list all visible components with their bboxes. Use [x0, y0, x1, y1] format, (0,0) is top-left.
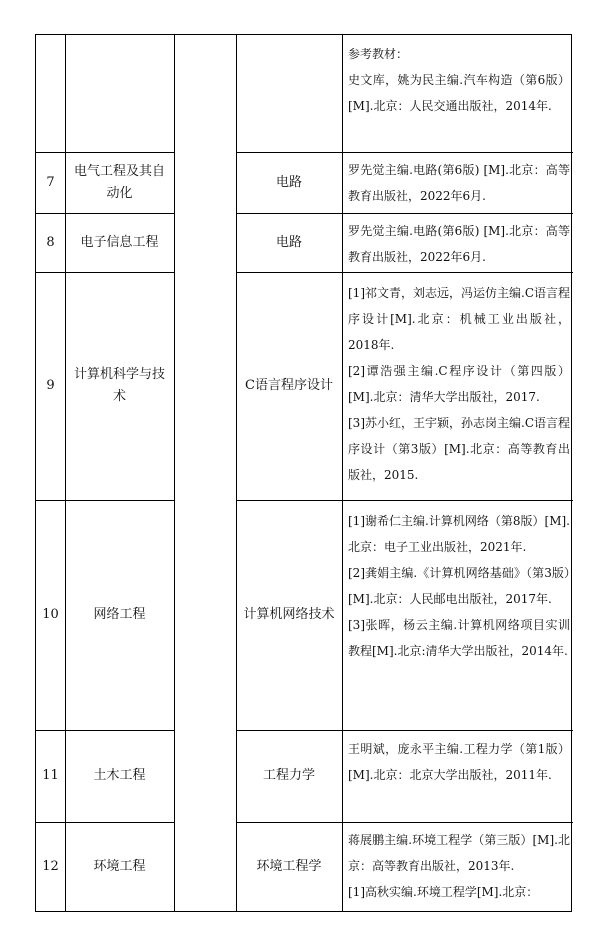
reference-item: 罗先觉主编.电路(第6版) [M].北京：高等教育出版社，2022年6月.	[348, 224, 570, 264]
row-number: 9	[46, 378, 55, 393]
row-number: 8	[46, 234, 55, 250]
course-name	[236, 35, 342, 152]
reference-list	[342, 216, 573, 272]
row-number: 10	[42, 607, 59, 622]
reference-list	[342, 278, 573, 500]
reference-list	[342, 825, 573, 911]
row-number: 12	[42, 858, 59, 874]
reference-item: [1]祁文青，刘志远，冯运仿主编.C语言程序设计[M].北京：机械工业出版社，2018年.	[348, 286, 570, 352]
major-name: 电气工程及其自动化	[73, 163, 165, 201]
reference-item: 史文库，姚为民主编.汽车构造（第6版）[M].北京：人民交通出版社，2014年.	[348, 73, 570, 113]
reference-item: [3]张晖，杨云主编.计算机网络项目实训教程[M].北京:清华大学出版社，2014年.	[348, 618, 570, 658]
reference-item: 参考教材：	[348, 47, 409, 61]
reference-item: 王明斌，庞永平主编.工程力学（第1版）[M].北京：北京大学出版社，2011年.	[348, 742, 570, 782]
major-name: 环境工程	[93, 858, 146, 874]
course-name: 电路	[275, 234, 302, 250]
course-name: 计算机网络技术	[243, 607, 335, 622]
courses-table	[35, 34, 572, 912]
reference-list	[342, 39, 573, 152]
reference-item: [1]谢希仁主编.计算机网络（第8版）[M].北京：电子工业出版社，2021年.	[348, 514, 570, 554]
course-name: C语言程序设计	[245, 378, 333, 393]
course-name: 电路	[275, 174, 302, 190]
reference-list	[342, 506, 573, 730]
reference-list	[342, 155, 573, 213]
row-number: 11	[42, 768, 59, 783]
reference-item: [2]谭浩强主编.C程序设计（第四版）[M].北京：清华大学出版社，2017.	[348, 364, 570, 404]
major-name: 电子信息工程	[80, 234, 159, 250]
major-name	[65, 35, 174, 152]
row-number	[36, 35, 65, 152]
major-name: 网络工程	[93, 607, 146, 622]
reference-item: [2]龚娟主编.《计算机网络基础》（第3版）[M].北京：人民邮电出版社，2017年.	[348, 566, 570, 606]
row-number: 7	[46, 174, 55, 190]
course-name: 环境工程学	[256, 858, 322, 874]
column-divider	[174, 35, 175, 911]
reference-item: [3]苏小红，王宇颖，孙志岗主编.C语言程序设计（第3版）[M].北京：高等教育出版社，2015.	[348, 416, 570, 482]
reference-item: 罗先觉主编.电路(第6版) [M].北京：高等教育出版社，2022年6月.	[348, 163, 570, 203]
major-name: 计算机科学与技术	[73, 367, 165, 404]
major-name: 土木工程	[93, 768, 146, 783]
reference-item: [1]高秋实编.环境工程学[M].北京：	[348, 885, 539, 899]
reference-item: 蒋展鹏主编.环境工程学（第三版）[M].北京：高等教育出版社，2013年.	[348, 833, 570, 873]
reference-list	[342, 734, 573, 822]
course-name: 工程力学	[262, 768, 315, 783]
